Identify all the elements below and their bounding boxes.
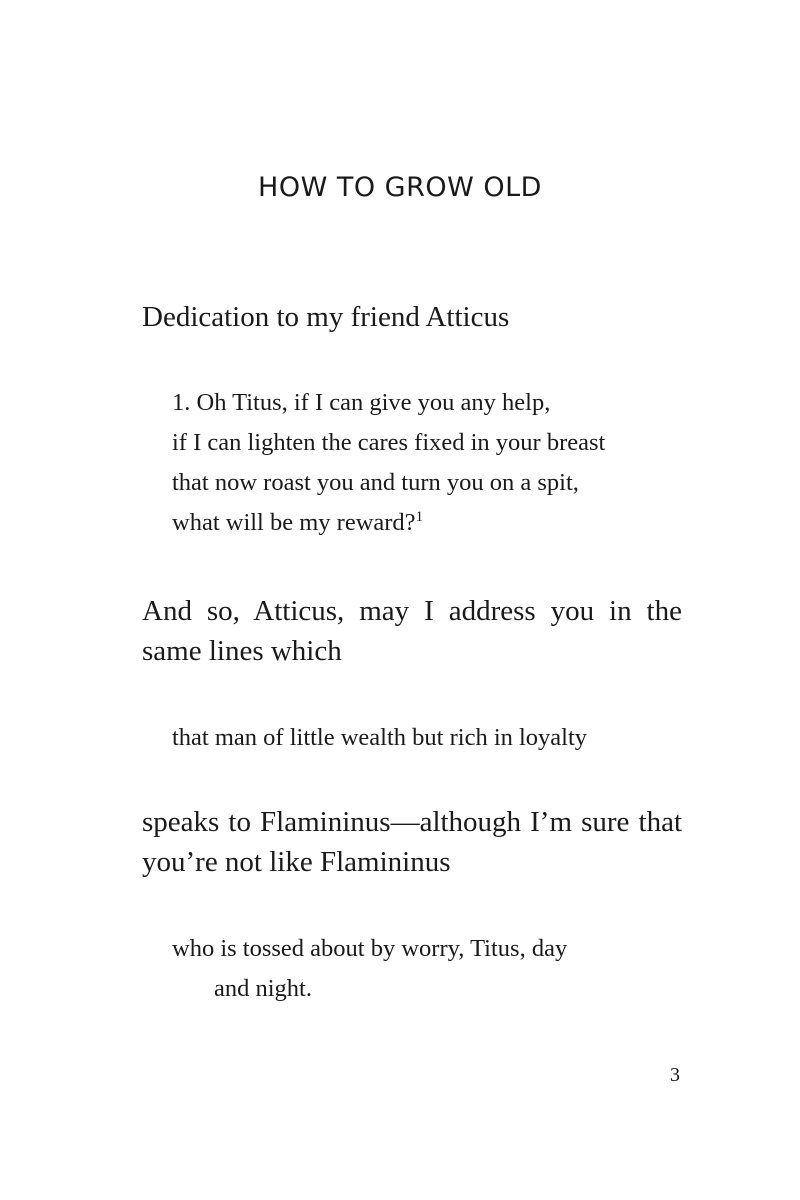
verse-line: that now roast you and turn you on a spit, [172, 469, 579, 496]
verse-line: that man of little wealth but rich in loyalty [172, 724, 588, 751]
footnote-reference: 1 [415, 508, 424, 525]
verse-quote-2 [172, 718, 712, 758]
verse-quote-3 [172, 929, 712, 1009]
verse-line-turnover: and night. [214, 975, 312, 1002]
chapter-title: HOW TO GROW OLD [258, 172, 542, 203]
verse-line-with-footnote [172, 503, 712, 543]
verse-quote-1 [172, 383, 712, 543]
verse-line: who is tossed about by worry, Titus, day [172, 935, 568, 962]
verse-line-text: what will be my reward? [172, 509, 416, 536]
page-number: 3 [670, 1064, 680, 1086]
prose-paragraph-1: And so, Atticus, may I address you in the same lines which [142, 595, 682, 667]
verse-line: if I can lighten the cares fixed in your breast [172, 429, 606, 456]
prose-paragraph-2: speaks to Flamininus—although I’m sure that you’re not like Flamininus [142, 806, 682, 878]
dedication-heading: Dedication to my friend Atticus [142, 301, 510, 333]
verse-line: 1. Oh Titus, if I can give you any help, [172, 389, 551, 416]
